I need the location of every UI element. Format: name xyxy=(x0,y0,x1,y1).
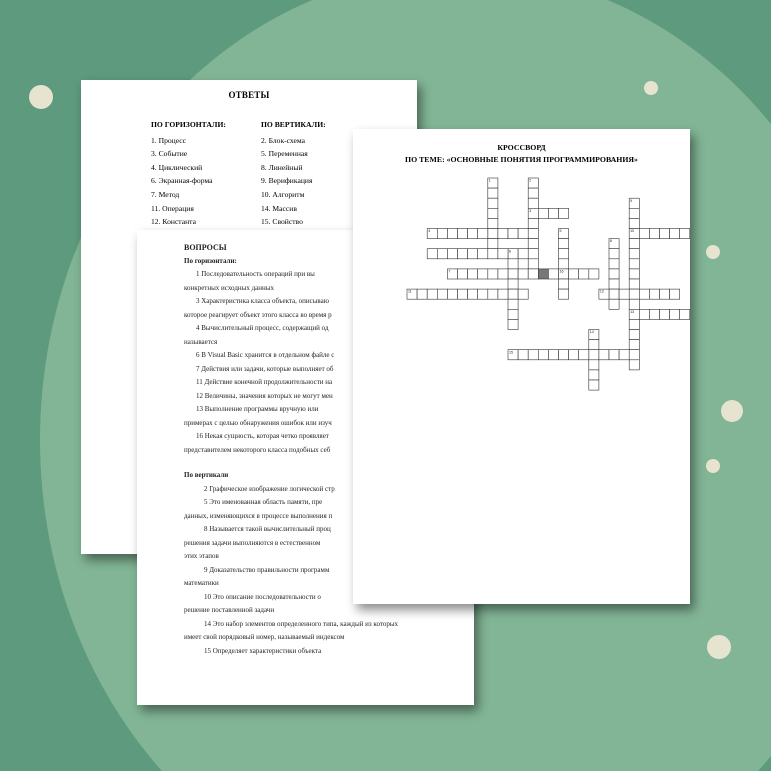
crossword-cell[interactable] xyxy=(559,350,569,360)
crossword-cell[interactable] xyxy=(468,269,478,279)
crossword-clue-number: 1 xyxy=(488,178,491,183)
crossword-cell[interactable] xyxy=(609,259,619,269)
crossword-cell[interactable] xyxy=(639,289,649,299)
crossword-cell[interactable] xyxy=(559,289,569,299)
question-line: 7 Действия или задачи, которые выполняет об xyxy=(196,364,334,373)
crossword-cell[interactable] xyxy=(468,289,478,299)
crossword-cell[interactable] xyxy=(559,239,569,249)
questions-title: ВОПРОСЫ xyxy=(184,243,227,252)
crossword-cell[interactable] xyxy=(488,218,498,228)
crossword-cell[interactable] xyxy=(559,259,569,269)
question-line: 11 Действие конечной продолжительности на xyxy=(196,378,333,386)
answer-item: 2. Блок-схема xyxy=(261,135,306,145)
answers-horizontal-heading: ПО ГОРИЗОНТАЛИ: xyxy=(151,120,226,129)
crossword-clue-number: 12 xyxy=(599,289,604,294)
crossword-cell[interactable] xyxy=(629,208,639,218)
answers-horizontal-column xyxy=(151,118,226,229)
crossword-cell[interactable] xyxy=(548,208,558,218)
crossword-cell[interactable] xyxy=(548,350,558,360)
crossword-cell[interactable] xyxy=(609,299,619,309)
crossword-cell[interactable] xyxy=(528,249,538,259)
crossword-cell[interactable] xyxy=(427,289,437,299)
crossword-cell[interactable] xyxy=(619,289,629,299)
answer-item: 8. Линейный xyxy=(261,162,303,172)
crossword-cell[interactable] xyxy=(538,350,548,360)
question-line: называется xyxy=(184,337,218,346)
crossword-cell[interactable] xyxy=(518,229,528,239)
question-line: которое реагирует объект этого класса во время р xyxy=(184,310,332,319)
answer-item: 12. Константа xyxy=(151,217,196,227)
crossword-cell[interactable] xyxy=(488,289,498,299)
answer-item: 14. Массив xyxy=(261,203,297,213)
crossword-cell[interactable] xyxy=(508,309,518,319)
question-line: 1 Последовательность операций при вы xyxy=(196,270,315,278)
crossword-cell[interactable] xyxy=(498,289,508,299)
crossword-cell[interactable] xyxy=(670,309,680,319)
crossword-cell[interactable] xyxy=(589,340,599,350)
crossword-cell[interactable] xyxy=(478,249,488,259)
questions-horizontal-heading: По горизонтали: xyxy=(184,256,237,265)
question-line: 13 Выполнение программы вручную или xyxy=(196,405,319,413)
crossword-clue-number: 15 xyxy=(509,350,513,355)
crossword-cell[interactable] xyxy=(649,229,659,239)
answer-item: 6. Экранная-форма xyxy=(151,176,213,186)
crossword-cell[interactable] xyxy=(458,269,468,279)
crossword-cell[interactable] xyxy=(559,279,569,289)
crossword-cell[interactable] xyxy=(518,269,528,279)
question-line: 8 Называется такой вычислительный проц xyxy=(204,525,331,533)
crossword-cell[interactable] xyxy=(528,198,538,208)
question-line: решение поставленной задачи xyxy=(184,606,275,614)
crossword-clue-number: 14 xyxy=(589,330,594,335)
crossword-cell[interactable] xyxy=(498,269,508,279)
crossword-clue-number: 3 xyxy=(529,208,532,213)
answer-item: 10. Алгоритм xyxy=(261,189,305,199)
crossword-cell[interactable] xyxy=(680,309,690,319)
question-line: 14 Это набор элементов определенного типа, каждый из которых xyxy=(204,619,399,628)
crossword-clue-number: 10 xyxy=(630,229,635,234)
crossword-cell[interactable] xyxy=(488,208,498,218)
crossword-cell[interactable] xyxy=(488,239,498,249)
question-line: 6 В Visual Basic хранится в отдельном файле с xyxy=(196,351,335,359)
crossword-cell[interactable] xyxy=(488,229,498,239)
decor-dot xyxy=(706,459,720,473)
crossword-cell[interactable] xyxy=(629,350,639,360)
answer-item: 9. Верификация xyxy=(261,176,313,186)
crossword-cell[interactable] xyxy=(629,259,639,269)
question-line: 9 Доказательство правильности программ xyxy=(204,565,330,574)
crossword-cell[interactable] xyxy=(478,289,488,299)
question-line: имеет свой порядковый номер, называемый индексом xyxy=(184,633,345,641)
crossword-cell[interactable] xyxy=(629,360,639,370)
crossword-cell[interactable] xyxy=(660,289,670,299)
question-line: 2 Графическое изображение логической стр xyxy=(204,484,335,493)
question-line: данных, изменяющихся в процессе выполнения п xyxy=(184,511,333,520)
crossword-cell[interactable] xyxy=(589,360,599,370)
crossword-clue-number: 16 xyxy=(559,269,564,274)
decor-dot xyxy=(644,81,658,95)
answers-title: ОТВЕТЫ xyxy=(228,90,270,100)
answer-item: 4. Циклический xyxy=(151,162,203,172)
crossword-cell[interactable] xyxy=(589,269,599,279)
answer-item: 5. Переменная xyxy=(261,149,308,159)
crossword-cell[interactable] xyxy=(629,319,639,329)
decor-dot xyxy=(721,400,743,422)
crossword-cell[interactable] xyxy=(609,279,619,289)
crossword-cell[interactable] xyxy=(437,249,447,259)
crossword-cell[interactable] xyxy=(447,229,457,239)
crossword-cell[interactable] xyxy=(579,269,589,279)
crossword-cell[interactable] xyxy=(508,319,518,329)
crossword-cell[interactable] xyxy=(437,229,447,239)
crossword-cell[interactable] xyxy=(498,249,508,259)
crossword-clue-number: 13 xyxy=(630,309,635,314)
crossword-cell[interactable] xyxy=(609,249,619,259)
crossword-cell[interactable] xyxy=(417,289,427,299)
question-line: примерах с целью обнаружения ошибок или изуч xyxy=(184,418,332,427)
crossword-cell[interactable] xyxy=(609,350,619,360)
crossword-cell[interactable] xyxy=(508,259,518,269)
crossword-cell[interactable] xyxy=(619,350,629,360)
crossword-title-line1: КРОССВОРД xyxy=(497,143,546,152)
question-line: математики xyxy=(184,579,219,587)
crossword-cell[interactable] xyxy=(538,208,548,218)
answer-item: 11. Операция xyxy=(151,203,194,213)
crossword-cell[interactable] xyxy=(498,229,508,239)
crossword-cell[interactable] xyxy=(629,340,639,350)
question-line: 10 Это описание последовательности о xyxy=(204,592,321,601)
decor-dot xyxy=(707,635,731,659)
crossword-cell[interactable] xyxy=(508,279,518,289)
crossword-cell[interactable] xyxy=(649,309,659,319)
crossword-cell[interactable] xyxy=(559,208,569,218)
crossword-page xyxy=(353,129,690,604)
crossword-cell[interactable] xyxy=(629,330,639,340)
crossword-cell[interactable] xyxy=(589,370,599,380)
question-line: решения задачи выполняются в естественном xyxy=(184,538,321,547)
crossword-cell[interactable] xyxy=(458,229,468,239)
question-line: 4 Вычислительный процесс, содержащий од xyxy=(196,324,329,332)
crossword-cell[interactable] xyxy=(629,218,639,228)
crossword-cell[interactable] xyxy=(528,188,538,198)
question-line: 5 Это именованная область памяти, пре xyxy=(204,498,323,506)
crossword-title-line2: ПО ТЕМЕ: «ОСНОВНЫЕ ПОНЯТИЯ ПРОГРАММИРОВАНИЯ» xyxy=(405,155,638,164)
crossword-cell[interactable] xyxy=(528,229,538,239)
crossword-cell[interactable] xyxy=(639,309,649,319)
question-line: конкретных исходных данных xyxy=(184,283,274,292)
crossword-cell[interactable] xyxy=(629,249,639,259)
decor-dot xyxy=(29,85,53,109)
crossword-clue-number: 8 xyxy=(610,239,612,244)
crossword-cell[interactable] xyxy=(670,289,680,299)
crossword-cell[interactable] xyxy=(629,269,639,279)
questions-vertical-heading: По вертикали xyxy=(184,471,229,479)
crossword-cell[interactable] xyxy=(639,229,649,239)
crossword-cell[interactable] xyxy=(518,289,528,299)
crossword-clue-number: 7 xyxy=(448,269,451,274)
crossword-cell[interactable] xyxy=(508,289,518,299)
crossword-clue-number: 6 xyxy=(509,249,511,254)
crossword-grid xyxy=(353,129,690,604)
crossword-cell[interactable] xyxy=(468,249,478,259)
crossword-cell[interactable] xyxy=(478,229,488,239)
crossword-cell[interactable] xyxy=(488,249,498,259)
crossword-cell[interactable] xyxy=(660,309,670,319)
crossword-cell[interactable] xyxy=(528,218,538,228)
crossword-clue-number: 4 xyxy=(428,229,431,234)
answers-vertical-column xyxy=(261,118,326,229)
crossword-cell[interactable] xyxy=(609,269,619,279)
crossword-cell[interactable] xyxy=(649,289,659,299)
crossword-cell[interactable] xyxy=(629,299,639,309)
crossword-cell[interactable] xyxy=(528,259,538,269)
crossword-cell[interactable] xyxy=(447,249,457,259)
question-line: этих этапов xyxy=(184,552,219,560)
crossword-cell[interactable] xyxy=(528,350,538,360)
crossword-cell[interactable] xyxy=(609,289,619,299)
crossword-cell[interactable] xyxy=(548,269,558,279)
answer-item: 15. Свойство xyxy=(261,217,303,227)
crossword-cell[interactable] xyxy=(528,269,538,279)
question-line: 12 Величины, значения которых не могут мен xyxy=(196,391,333,400)
crossword-cell[interactable] xyxy=(427,249,437,259)
crossword-cell[interactable] xyxy=(629,239,639,249)
answer-item: 7. Метод xyxy=(151,189,180,199)
answers-vertical-heading: ПО ВЕРТИКАЛИ: xyxy=(261,120,326,129)
crossword-clue-number: 11 xyxy=(408,289,412,294)
crossword-cell-shaded[interactable] xyxy=(538,269,548,279)
crossword-cell[interactable] xyxy=(488,188,498,198)
crossword-clue-number: 2 xyxy=(529,178,532,183)
question-line: 3 Характеристика класса объекта, описываю xyxy=(196,297,329,305)
crossword-cell[interactable] xyxy=(589,350,599,360)
crossword-cell[interactable] xyxy=(680,229,690,239)
crossword-clue-number: 5 xyxy=(559,229,562,234)
crossword-cell[interactable] xyxy=(518,350,528,360)
crossword-cell[interactable] xyxy=(458,289,468,299)
crossword-cell[interactable] xyxy=(528,239,538,249)
crossword-cell[interactable] xyxy=(670,229,680,239)
crossword-cell[interactable] xyxy=(569,269,579,279)
crossword-cell[interactable] xyxy=(589,380,599,390)
crossword-cell[interactable] xyxy=(437,289,447,299)
question-line: 16 Некая сущность, которая четко проявляет xyxy=(196,432,329,440)
crossword-cell[interactable] xyxy=(508,269,518,279)
crossword-cell[interactable] xyxy=(508,299,518,309)
crossword-cell[interactable] xyxy=(599,350,609,360)
crossword-cell[interactable] xyxy=(629,289,639,299)
crossword-cell[interactable] xyxy=(478,269,488,279)
question-line: представителем некоторого класса подобных себ xyxy=(184,445,331,454)
answer-item: 1. Процесс xyxy=(151,135,187,145)
crossword-clue-number: 9 xyxy=(630,198,633,203)
answer-item: 3. Событие xyxy=(151,149,188,159)
crossword-cell[interactable] xyxy=(569,350,579,360)
crossword-cell[interactable] xyxy=(468,229,478,239)
crossword-cell[interactable] xyxy=(629,279,639,289)
crossword-cell[interactable] xyxy=(458,249,468,259)
crossword-cell[interactable] xyxy=(508,229,518,239)
crossword-cell[interactable] xyxy=(488,269,498,279)
crossword-cell[interactable] xyxy=(660,229,670,239)
crossword-cell[interactable] xyxy=(579,350,589,360)
question-line: 15 Определяет характеристики объекта xyxy=(204,646,322,655)
crossword-cell[interactable] xyxy=(559,249,569,259)
crossword-cell[interactable] xyxy=(488,198,498,208)
crossword-cell[interactable] xyxy=(447,289,457,299)
decor-dot xyxy=(706,245,720,259)
crossword-cell[interactable] xyxy=(518,249,528,259)
